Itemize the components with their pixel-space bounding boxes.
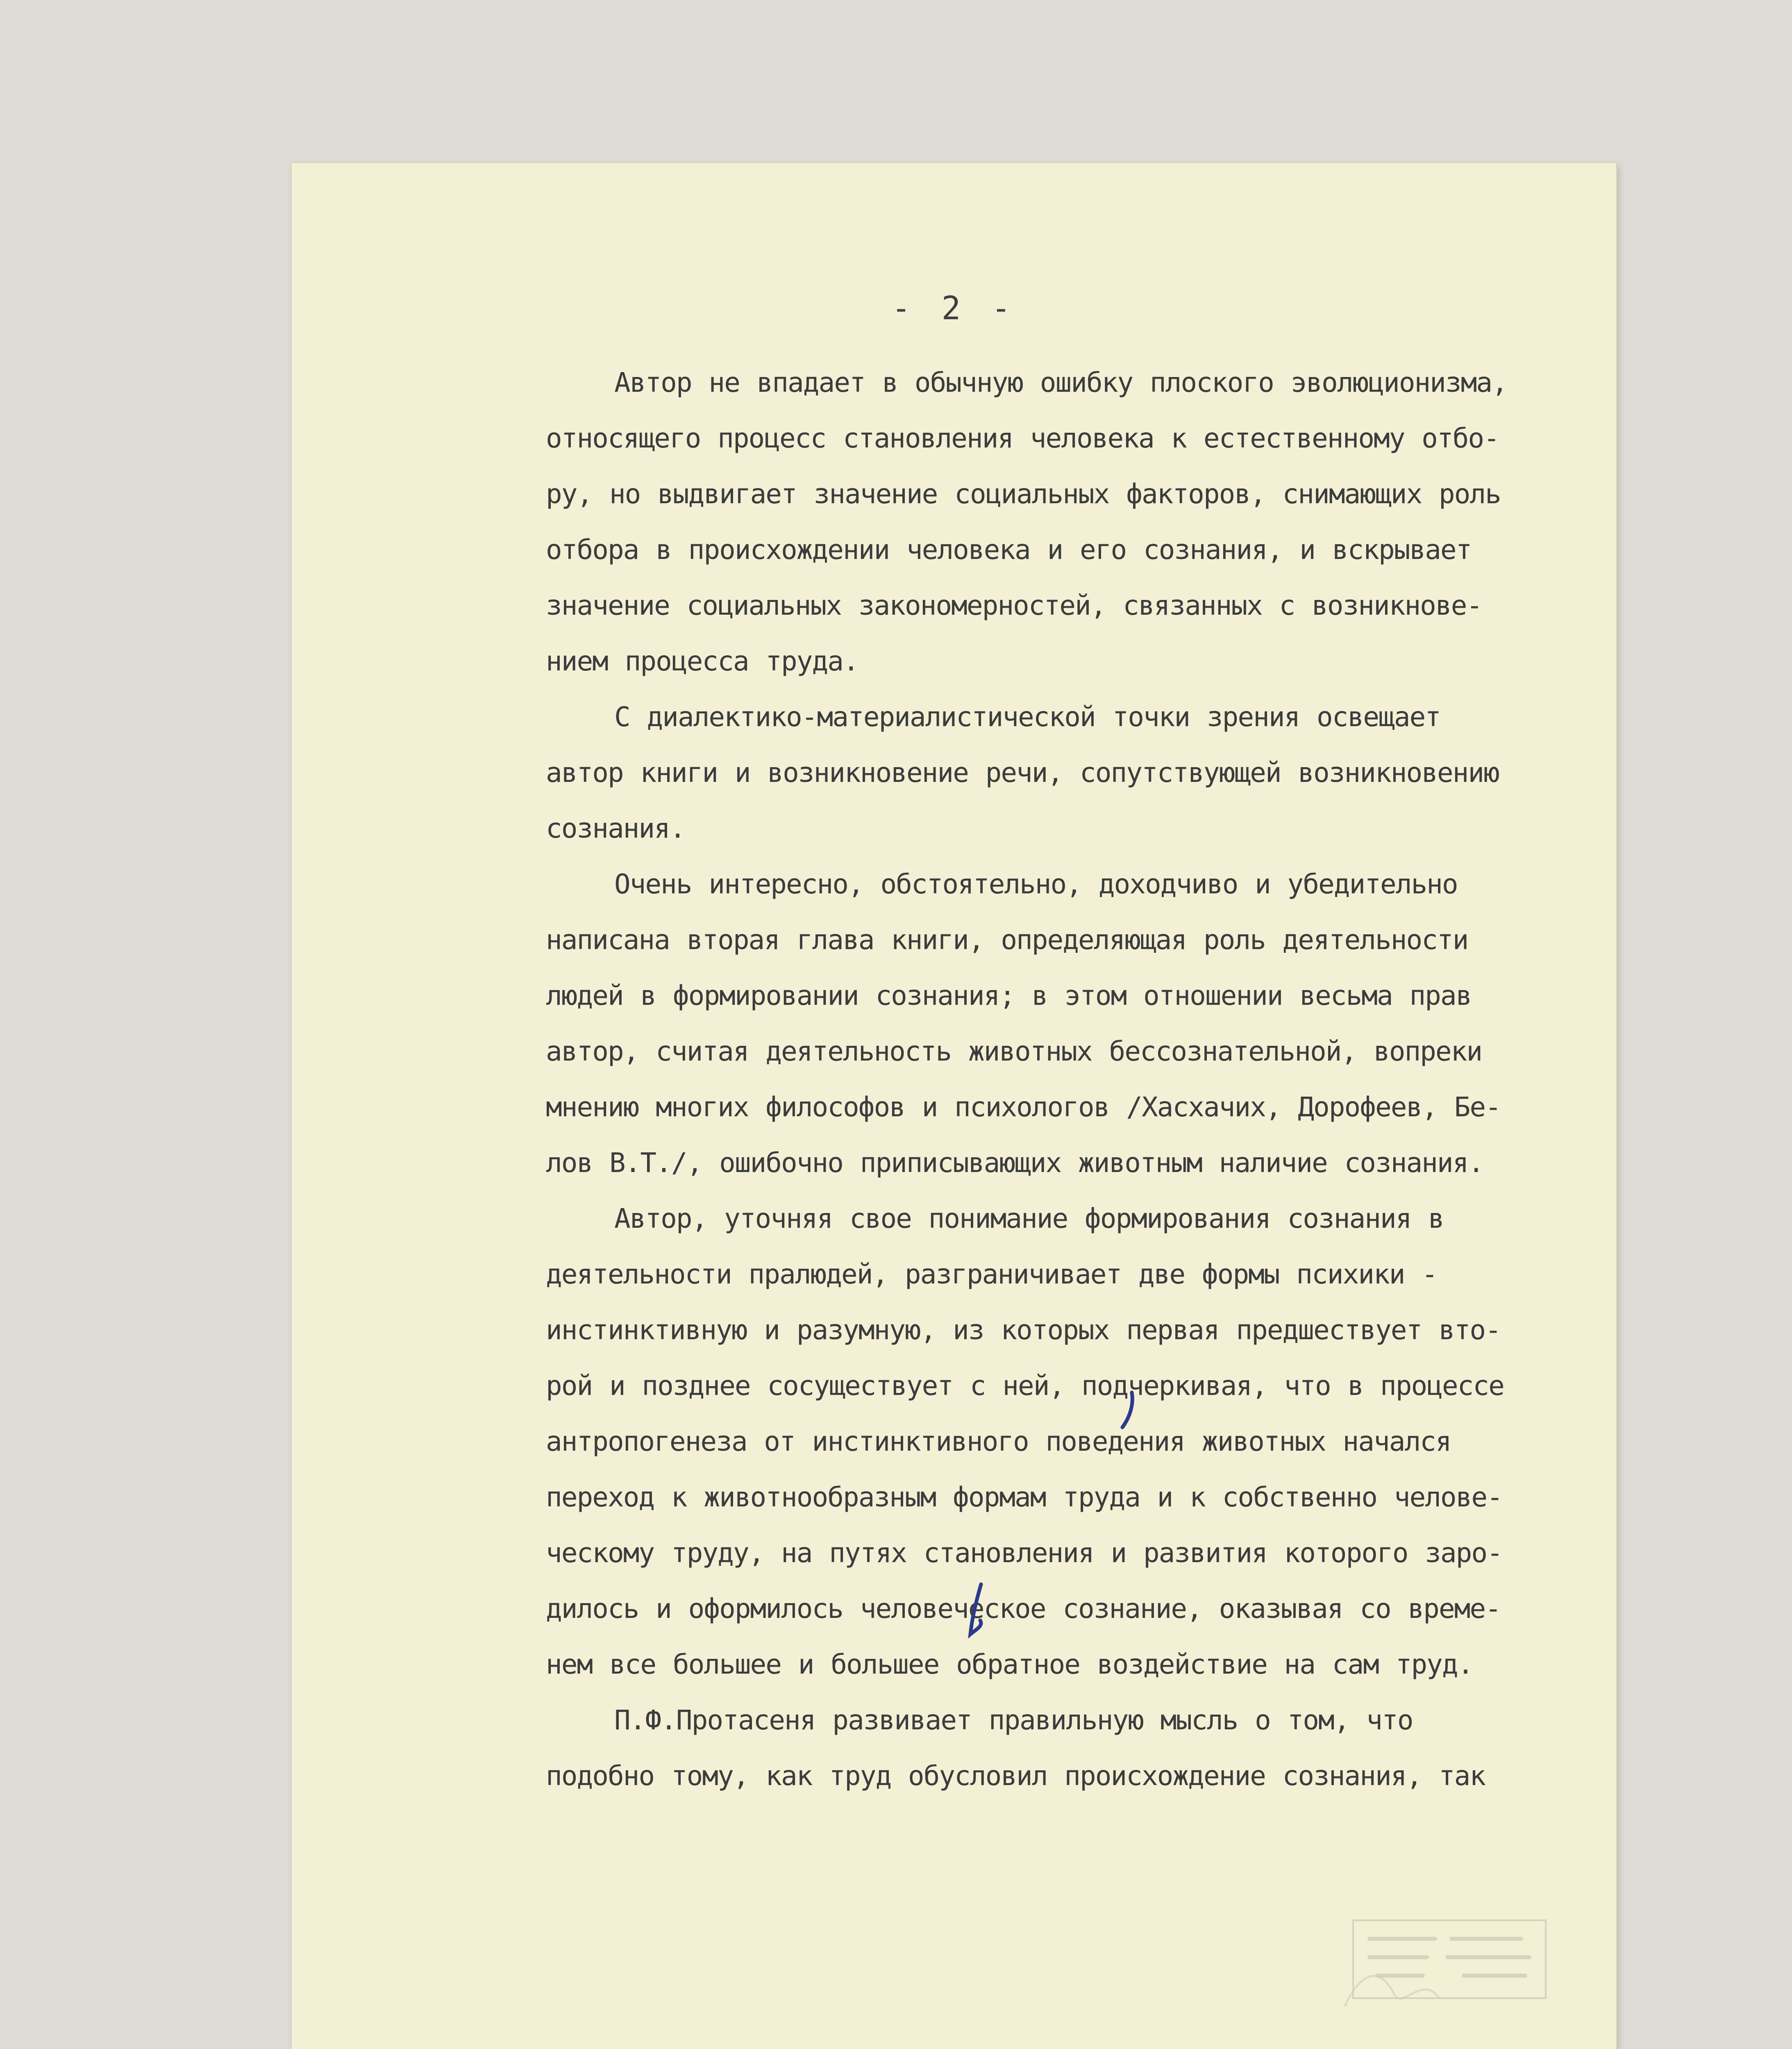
text-line: антропогенеза от инстинктивного поведения животных начался [546, 1426, 1451, 1457]
text-line: ру, но выдвигает значение социальных факторов, снимающих роль [546, 478, 1501, 510]
text-line: нием процесса труда. [546, 645, 859, 677]
ink-comma-correction [1117, 1388, 1142, 1433]
text-line: С диалектико-материалистической точки зрения освещает [546, 701, 1440, 733]
text-line: переход к животнообразным формам труда и к собственно челове- [546, 1481, 1502, 1513]
text-line: дилось и оформилось человеческое сознание, оказывая со време- [546, 1593, 1501, 1624]
text-line: мнению многих философов и психологов /Хасхачих, Дорофеев, Бе- [546, 1091, 1501, 1123]
text-line: относящего процесс становления человека к естественному отбо- [546, 423, 1499, 454]
text-line: Автор, уточняя свое понимание формирования сознания в [546, 1203, 1444, 1234]
text-line: сознания. [546, 813, 685, 844]
text-line: подобно тому, как труд обусловил происхождение сознания, так [546, 1760, 1485, 1792]
page-number: - 2 - [891, 290, 1017, 327]
text-line: значение социальных закономерностей, связанных с возникнове- [546, 590, 1482, 621]
text-line: ческому труду, на путях становления и развития которого заро- [546, 1537, 1502, 1569]
text-line: П.Ф.Протасеня развивает правильную мысль о том, что [546, 1704, 1413, 1736]
archive-stamp-icon [1341, 1912, 1554, 2019]
text-line: рой и позднее сосуществует с ней, подчеркивая, что в процессе [546, 1370, 1504, 1402]
text-line: автор книги и возникновение речи, сопутствующей возникновению [546, 757, 1499, 788]
text-line: инстинктивную и разумную, из которых первая предшествует вто- [546, 1314, 1501, 1346]
text-line: деятельности пралюдей, разграничивает две формы психики - [546, 1258, 1437, 1290]
text-line: Автор не впадает в обычную ошибку плоского эволюционизма, [546, 367, 1507, 398]
document-page [292, 163, 1616, 2049]
typed-text-body [546, 355, 1587, 1804]
text-line: лов В.Т./, ошибочно приписывающих животным наличие сознания. [546, 1147, 1484, 1179]
text-line: людей в формировании сознания; в этом отношении весьма прав [546, 980, 1472, 1011]
text-line: Очень интересно, обстоятельно, доходчиво и убедительно [546, 868, 1458, 900]
text-line: нем все большее и большее обратное воздействие на сам труд. [546, 1649, 1473, 1680]
text-line: автор, считая деятельность животных бессознательной, вопреки [546, 1036, 1482, 1067]
text-line: отбора в происхождении человека и его сознания, и вскрывает [546, 534, 1472, 566]
text-line: написана вторая глава книги, определяющая роль деятельности [546, 924, 1468, 956]
ink-letter-correction [960, 1581, 993, 1642]
